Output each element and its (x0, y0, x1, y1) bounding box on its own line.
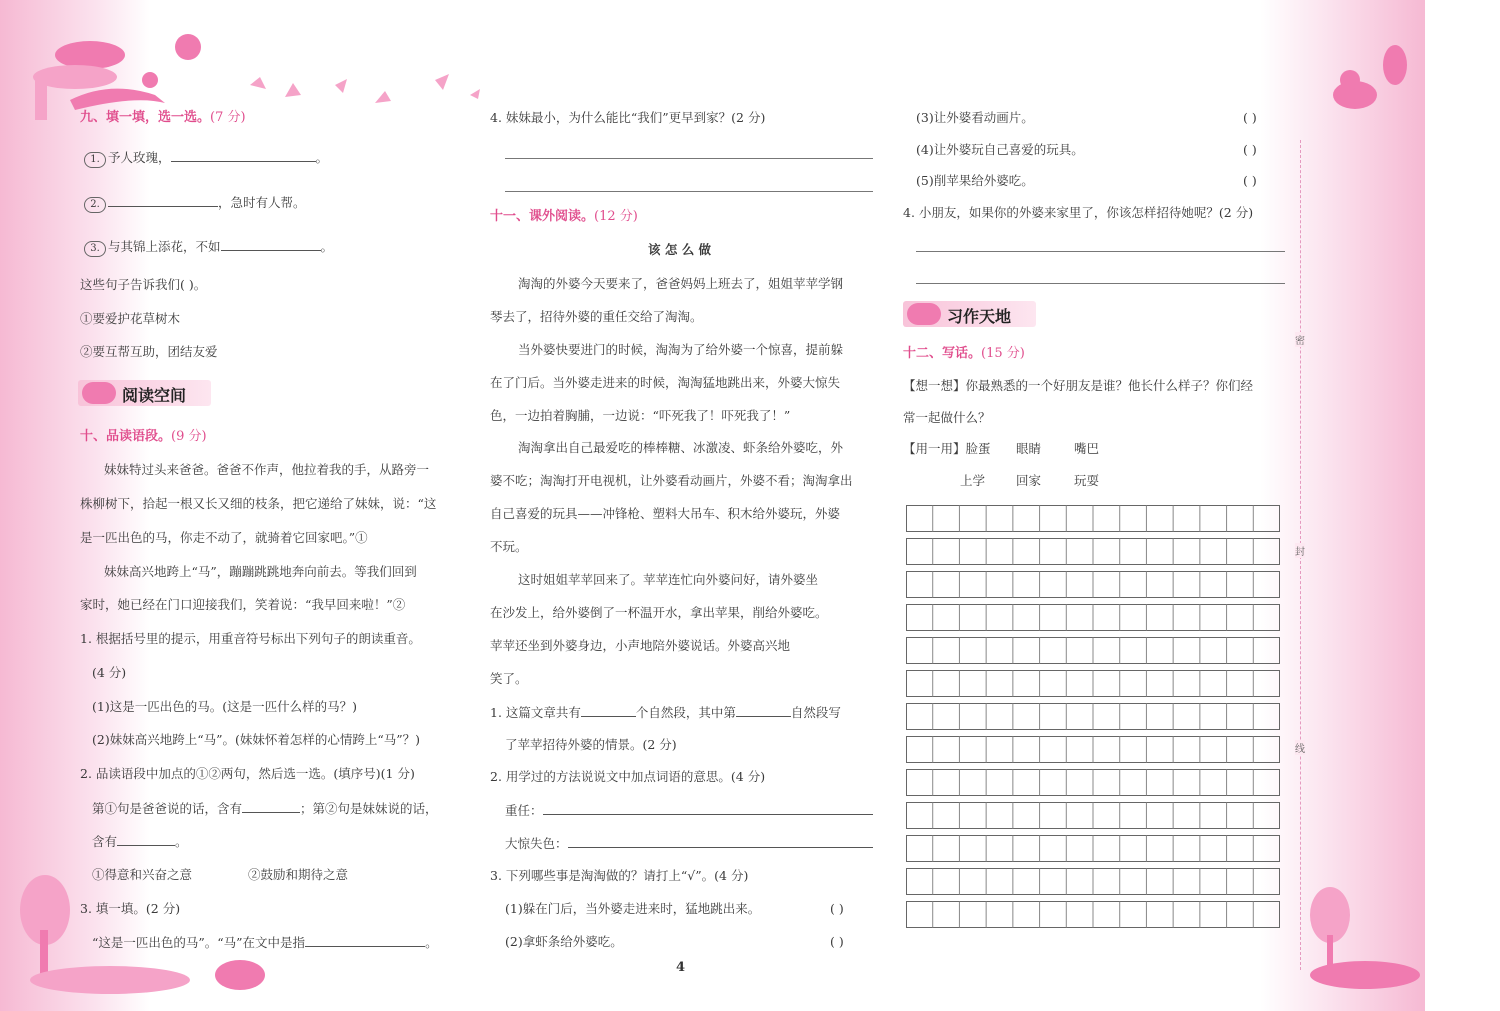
answer-blank[interactable] (305, 934, 425, 947)
question-10-3: 3. 填一填。(2 分) (80, 901, 181, 916)
question-10-4: 4. 妹妹最小，为什么能比“我们”更早到家？(2 分) (490, 110, 766, 125)
answer-blank[interactable] (108, 194, 218, 207)
use-prompt: 【用一用】脸蛋 (903, 441, 991, 456)
question-11-1: 1. 这篇文章共有 个自然段，其中第 自然段写 (490, 705, 841, 720)
question-11-2a: 重任： (505, 802, 873, 819)
word: 眼睛 (1016, 441, 1042, 456)
option-1: ①要爱护花草树木 (80, 311, 181, 326)
story-line: 色，一边拍着胸脯，一边说：“吓死我了！吓死我了！” (490, 408, 791, 423)
answer-blank[interactable] (242, 800, 300, 813)
answer-blank[interactable] (117, 833, 175, 846)
check-parentheses[interactable]: ( ) (830, 934, 844, 949)
story-line: 淘淘的外婆今天要来了，爸爸妈妈上班去了，姐姐苹苹学钢 (518, 276, 844, 291)
story-line: 不玩。 (490, 539, 528, 554)
question-10-2a: 第①句是爸爸说的话，含有 ；第②句是妹妹说的话， (92, 801, 438, 816)
story-line: 在沙发上，给外婆倒了一杯温开水，拿出苹果，削给外婆吃。 (490, 605, 828, 620)
question-10-1-points: (4 分) (92, 665, 127, 680)
check-parentheses[interactable]: ( ) (1243, 142, 1257, 157)
question-11-title: 十一、课外阅读。(12 分) (490, 209, 638, 224)
page-number: 4 (676, 960, 686, 975)
answer-blank[interactable] (171, 149, 316, 162)
question-10-1a: (1)这是一匹出色的马。(这是一匹什么样的马？) (92, 699, 357, 714)
forest-illustration-right (1300, 880, 1420, 990)
story-line: 笑了。 (490, 671, 528, 686)
passage-line: 妹妹特过头来爸爸。爸爸不作声，他拉着我的手，从路旁一 (104, 462, 430, 477)
question-11-4: 4. 小朋友，如果你的外婆来家里了，你该怎样招待她呢？(2 分) (903, 205, 1254, 220)
question-11-3a: (1)躲在门后，当外婆走进来时，猛地跳出来。 (505, 901, 761, 916)
question-9-item-3: 3. 与其锦上添花，不如 。 (84, 238, 333, 257)
word: 玩耍 (1074, 473, 1100, 488)
answer-line[interactable] (505, 158, 873, 159)
question-11-3c: (3)让外婆看动画片。 (916, 110, 1034, 125)
question-11-1-cont: 了苹苹招待外婆的情景。(2 分) (505, 737, 677, 752)
question-9-title: 九、填一填，选一选。(7 分) (80, 110, 246, 125)
question-10-2-option-1: ①得意和兴奋之意 (92, 867, 193, 882)
story-line: 在了门后。当外婆走进来的时候，淘淘猛地跳出来，外婆大惊失 (490, 375, 841, 390)
answer-blank[interactable] (543, 802, 873, 815)
passage-line: 妹妹高兴地跨上“马”，蹦蹦跳跳地奔向前去。等我们回到 (104, 564, 417, 579)
question-11-3d: (4)让外婆玩自己喜爱的玩具。 (916, 142, 1084, 157)
section-banner-writing: 习作天地 (903, 301, 1036, 327)
question-9-item-2: 2. ，急时有人帮。 (84, 194, 306, 213)
bird-leaf-illustration (1300, 25, 1420, 115)
word: 嘴巴 (1074, 441, 1100, 456)
question-10-title: 十、品读语段。(9 分) (80, 429, 207, 444)
forest-illustration-left (10, 870, 280, 995)
question-12-title: 十二、写话。(15 分) (903, 346, 1025, 361)
seal-label: 密 (1295, 332, 1305, 347)
tree-bird-illustration (15, 25, 485, 120)
story-line: 自己喜爱的玩具——冲锋枪、塑料大吊车、积木给外婆玩，外婆 (490, 506, 841, 521)
option-2: ②要互帮互助，团结友爱 (80, 344, 218, 359)
question-10-2: 2. 品读语段中加点的①②两句，然后选一选。(填序号)(1 分) (80, 766, 415, 781)
question-11-2: 2. 用学过的方法说说文中加点词语的意思。(4 分) (490, 769, 766, 784)
answer-line[interactable] (505, 191, 873, 192)
seal-label: 线 (1295, 740, 1305, 755)
question-10-1b: (2)妹妹高兴地跨上“马”。(妹妹怀着怎样的心情跨上“马”？) (92, 732, 421, 747)
story-line: 苹苹还坐到外婆身边，小声地陪外婆说话。外婆高兴地 (490, 638, 791, 653)
passage-line: 家时，她已经在门口迎接我们，笑着说：“我早回来啦！”② (80, 597, 406, 612)
check-parentheses[interactable]: ( ) (1243, 173, 1257, 188)
answer-blank[interactable] (221, 238, 321, 251)
animal-icon (907, 303, 941, 325)
seal-label: 封 (1295, 543, 1305, 558)
check-parentheses[interactable]: ( ) (830, 901, 844, 916)
answer-blank[interactable] (581, 704, 636, 717)
question-10-2-option-2: ②鼓励和期待之意 (248, 867, 349, 882)
question-10-1: 1. 根据括号里的提示，用重音符号标出下列句子的朗读重音。 (80, 631, 421, 646)
think-prompt: 【想一想】你最熟悉的一个好朋友是谁？他长什么样子？你们经 (903, 378, 1254, 393)
answer-line[interactable] (916, 283, 1285, 284)
word: 回家 (1016, 473, 1042, 488)
passage-line: 株柳树下，拾起一根又长又细的枝条，把它递给了妹妹，说：“这 (80, 496, 437, 511)
story-line: 淘淘拿出自己最爱吃的棒棒糖、冰激凌、虾条给外婆吃，外 (518, 440, 844, 455)
passage-line: 是一匹出色的马，你走不动了，就骑着它回家吧。”① (80, 530, 368, 545)
word: 上学 (960, 473, 986, 488)
question-9-item-1: 1. 予人玫瑰， 。 (84, 149, 328, 168)
question-10-2c: 含有 。 (92, 834, 188, 849)
story-line: 婆不吃；淘淘打开电视机，让外婆看动画片，外婆不看；淘淘拿出 (490, 473, 853, 488)
check-parentheses[interactable]: ( ) (1243, 110, 1257, 125)
question-11-3b: (2)拿虾条给外婆吃。 (505, 934, 623, 949)
writing-grid[interactable] (906, 505, 1280, 935)
answer-blank[interactable] (568, 835, 873, 848)
question-9-prompt: 这些句子告诉我们( )。 (80, 277, 207, 292)
answer-blank[interactable] (736, 704, 791, 717)
question-10-3a: “这是一匹出色的马”。“马”在文中是指 。 (92, 935, 438, 950)
flower-icon (82, 382, 116, 404)
answer-line[interactable] (916, 251, 1285, 252)
question-11-3e: (5)削苹果给外婆吃。 (916, 173, 1034, 188)
story-line: 当外婆快要进门的时候，淘淘为了给外婆一个惊喜，提前躲 (518, 342, 844, 357)
story-line: 这时姐姐苹苹回来了。苹苹连忙向外婆问好，请外婆坐 (518, 572, 819, 587)
question-11-2b: 大惊失色： (505, 835, 873, 852)
story-line: 琴去了，招待外婆的重任交给了淘淘。 (490, 309, 703, 324)
question-11-3: 3. 下列哪些事是淘淘做的？请打上“√”。(4 分) (490, 868, 749, 883)
section-banner-reading: 阅读空间 (78, 380, 211, 406)
story-title: 该 怎 么 做 (648, 242, 712, 257)
think-prompt-cont: 常一起做什么？ (903, 410, 991, 425)
